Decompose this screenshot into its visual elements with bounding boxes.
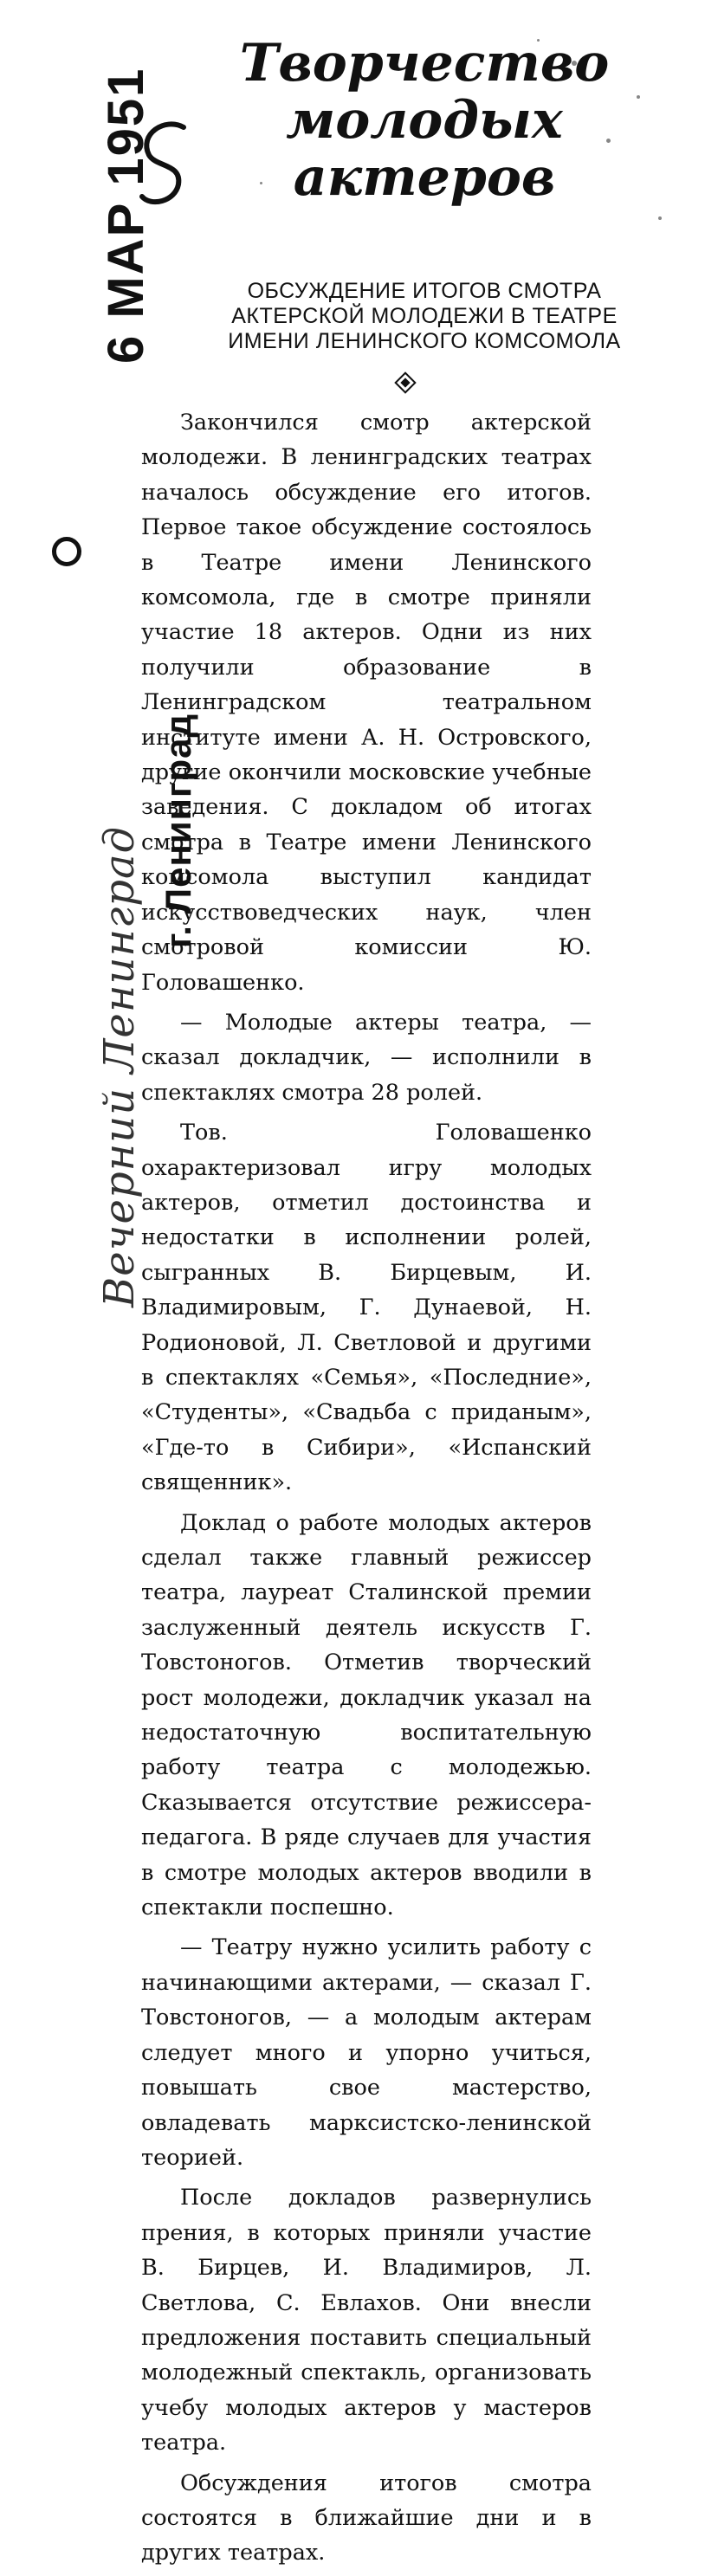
stamp-bullet-icon bbox=[52, 537, 81, 566]
paper-speck bbox=[637, 95, 640, 99]
article-paragraph: — Театру нужно усилить работу с начинающими актерами, — сказал Г. Товстоногов, — а молодым актерам следует много и упорно учиться, повышать свое мастерство, овладевать марксистско-ленинской теорией. bbox=[141, 1934, 592, 2171]
article-subtitle: ОБСУЖДЕНИЕ ИТОГОВ СМОТРА АКТЕРСКОЙ МОЛОДЕЖИ В ТЕАТРЕ ИМЕНИ ЛЕНИНСКОГО КОМСОМОЛА bbox=[228, 279, 621, 353]
article-paragraph: Тов. Головашенко охарактеризовал игру молодых актеров, отметил достоинства и недостатки в исполнении ролей, сыгранных В. Бирцевым, И. Владимировым, Г. Дунаевой, Н. Родионовой, Л. Светловой и другими в спектаклях «Семья», «Последние», «Студенты», «Свадьба с приданым», «Где-то в Сибири», «Испанский священник». bbox=[141, 1120, 592, 1496]
newspaper-stamp-text: Вечерний Ленинград bbox=[95, 825, 144, 1307]
paper-speck bbox=[658, 216, 662, 220]
article-paragraph: Закончился смотр актерской молодежи. В ленинградских театрах началось обсуждение его итогов. Первое такое обсуждение состоялось в Театре имени Ленинского комсомола, где в смотре приняли участие 18 актеров. Одни из них получили образование в Ленинградском театральном институте имени А. Н. Островского, другие окончили московские учебные заведения. С докладом об итогах смотра в Театре имени Ленинского комсомола выступил кандидат искусствоведческих наук, член смотровой комиссии Ю. Головашенко. bbox=[141, 410, 592, 996]
city-stamp-text: г. Ленинград bbox=[158, 713, 198, 948]
article-paragraph: — Молодые актеры театра, — сказал докладчик, — исполнили в спектаклях смотра 28 ролей. bbox=[141, 1009, 592, 1106]
ornament-diamond-icon bbox=[394, 371, 416, 393]
article-body bbox=[141, 405, 592, 2576]
date-stamp-text: 6 МАР 1951 bbox=[98, 67, 154, 364]
article-paragraph: Обсуждения итогов смотра состоятся в ближайшие дни и в других театрах. bbox=[141, 2469, 592, 2566]
article-paragraph: После докладов развернулись прения, в которых приняли участие В. Бирцев, И. Владимиров, Л. Светлова, С. Евлахов. Они внесли предложения поставить специальный молодежный спектакль, организовать учебу молодых актеров у мастеров театра. bbox=[141, 2185, 592, 2457]
article-paragraph: Доклад о работе молодых актеров сделал также главный режиссер театра, лауреат Сталинской премии заслуженный деятель искусств Г. Товстоногов. Отметив творческий рост молодежи, докладчик указал на недостаточную воспитательную работу театра с молодежью. Сказывается отсутствие режиссера-педагога. В ряде случаев для участия в смотре молодых актеров вводили в спектакли поспешно. bbox=[141, 1509, 592, 1921]
article-title: Творчество молодых актеров bbox=[239, 33, 610, 208]
